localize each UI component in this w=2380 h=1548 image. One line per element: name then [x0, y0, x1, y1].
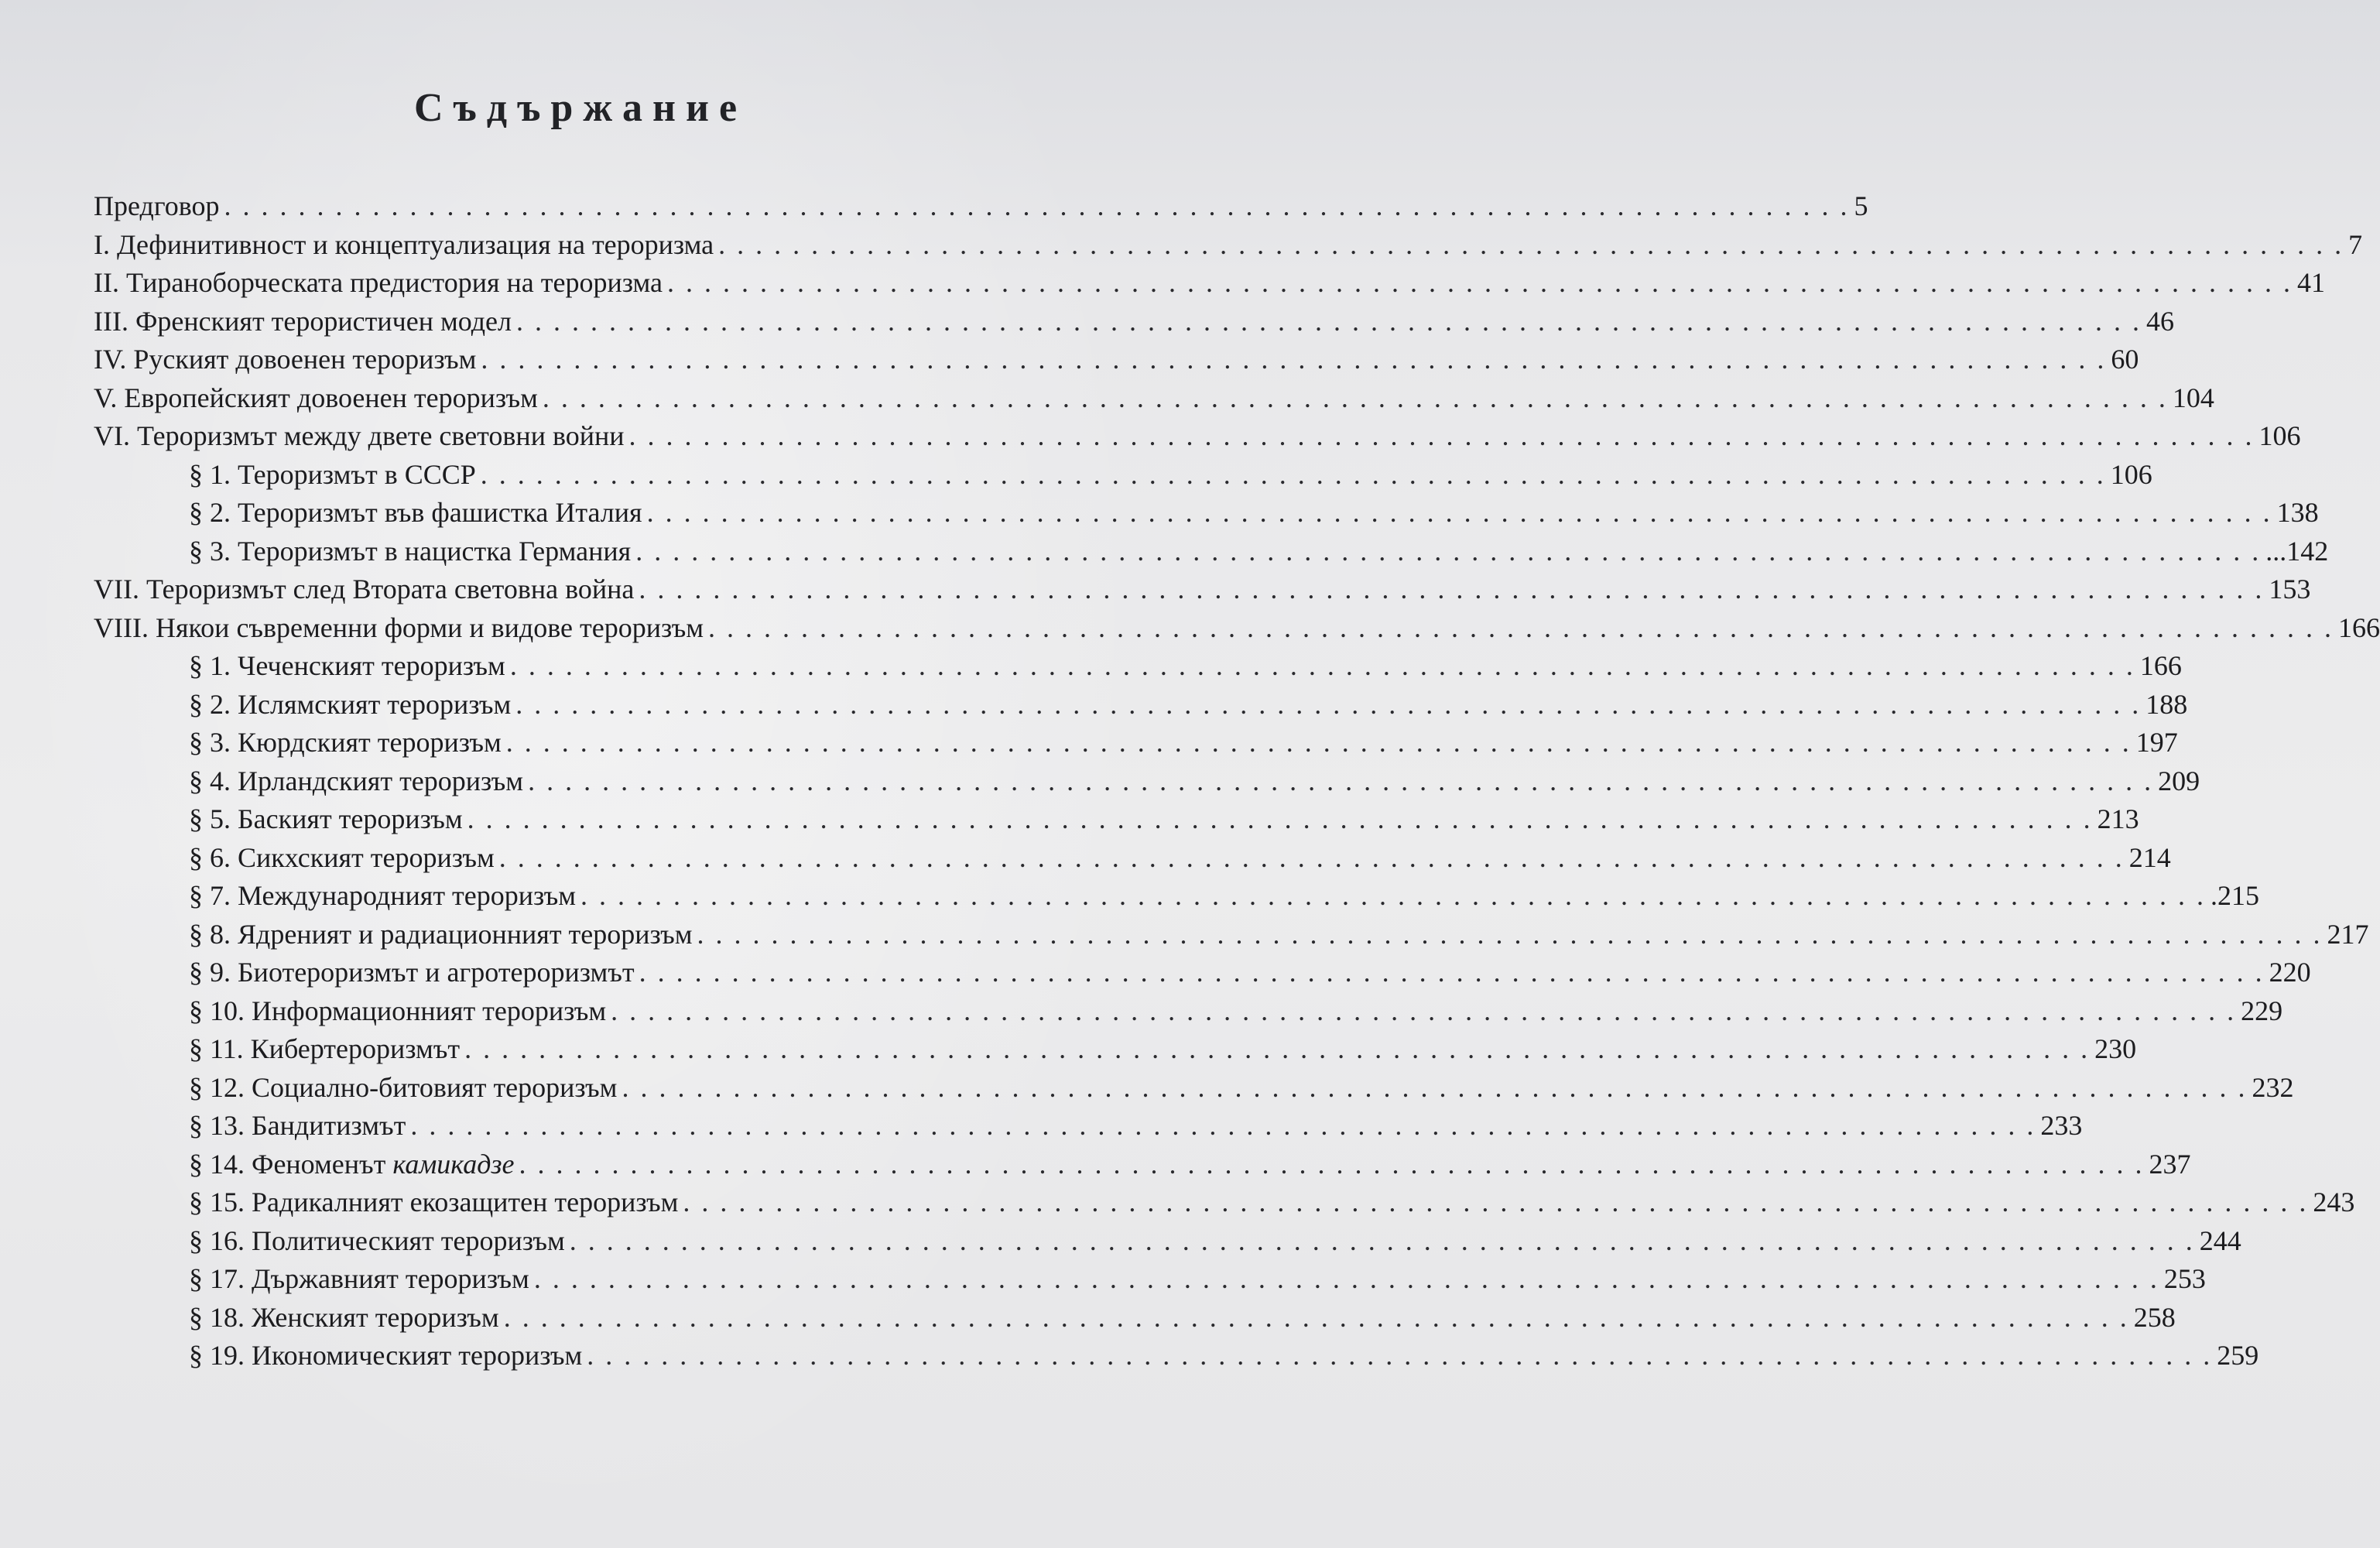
toc-entry-page: 46	[2145, 305, 2174, 337]
toc-entry	[189, 1146, 2191, 1184]
leader-dots: . . . . . . . . . . . . . . . . . . . . . . . . . . . . . . . . . . . . . . . . . . . . . . . . . . . . . . . . . . . . . . . . . . . . . . . . . . . . . . . . . . . . . . . .	[639, 574, 2265, 604]
toc-entry-page: 197	[2135, 727, 2178, 758]
toc-entry-page: 233	[2040, 1110, 2083, 1141]
toc-entry-label: § 3. Тероризмът в нацистка Германия	[189, 535, 632, 567]
toc-entry-label: § 1. Тероризмът в СССР	[189, 458, 476, 490]
leader-dots: . . . . . . . . . . . . . . . . . . . . . . . . . . . . . . . . . . . . . . . . . . . . . . . . . . . . . . . . . . . . . . . . . . . . . . . . . . . . . . . . . . . . . . . .	[519, 1148, 2145, 1180]
toc-entry	[94, 264, 2325, 303]
toc-entry-label-text: § 14. Феноменът	[189, 1148, 386, 1180]
toc-entry	[94, 187, 1868, 226]
toc-entry	[189, 533, 2329, 571]
toc-entry-page: 244	[2199, 1224, 2241, 1256]
toc-entry-label: I. Дефинитивност и концептуализация на тероризма	[94, 228, 714, 260]
toc-entry-page: 213	[2097, 803, 2139, 834]
leader-dots: . . . . . . . . . . . . . . . . . . . . . . . . . . . . . . . . . . . . . . . . . . . . . . . . . . . . . . . . . . . . . . . . . . . . . . . . . . . . . . . . . . . . . . . .	[587, 1340, 2213, 1371]
toc-entry-page: 214	[2128, 841, 2171, 873]
toc-entry	[94, 570, 2311, 609]
toc-entry-label: VIII. Някои съвременни форми и видове тероризъм	[94, 611, 704, 643]
toc-entry-label: § 15. Радикалният екозащитен тероризъм	[189, 1187, 679, 1218]
toc-entry	[189, 877, 2260, 916]
toc-entry-label: § 9. Биотероризмът и агротероризмът	[189, 957, 635, 988]
toc-entry	[94, 417, 2301, 456]
toc-entry-page: ...142	[2265, 535, 2329, 567]
toc-entry	[189, 1183, 2355, 1222]
toc-entry-page: 104	[2172, 382, 2214, 413]
toc-entry-label: § 10. Информационният тероризъм	[189, 995, 607, 1026]
leader-dots: . . . . . . . . . . . . . . . . . . . . . . . . . . . . . . . . . . . . . . . . . . . . . . . . . . . . . . . . . . . . . . . . . . . . . . . . . . . . . . . . . . . . . . . .	[481, 344, 2107, 375]
leader-dots: . . . . . . . . . . . . . . . . . . . . . . . . . . . . . . . . . . . . . . . . . . . . . . . . . . . . . . . . . . . . . . . . . . . . . . . . . . . . . . . . . . . . . . . .	[505, 727, 2132, 758]
toc-entry	[94, 379, 2214, 418]
toc-entry	[189, 954, 2311, 992]
toc-entry-label: Предговор	[94, 190, 220, 221]
toc-entry-page: 243	[2313, 1187, 2355, 1218]
toc-entry-label: VI. Тероризмът между двете световни войни	[94, 420, 625, 451]
leader-dots: . . . . . . . . . . . . . . . . . . . . . . . . . . . . . . . . . . . . . . . . . . . . . . . . . . . . . . . . . . . . . . . . . . . . . . . . . . . . . . . . . . . . . . . .	[635, 535, 2262, 567]
leader-dots: . . . . . . . . . . . . . . . . . . . . . . . . . . . . . . . . . . . . . . . . . . . . . . . . . . . . . . . . . . . . . . . . . . . . . . . . . . . . . . . . . . . . . . . .	[224, 190, 1850, 221]
toc-entry-label: § 11. Кибертероризмът	[189, 1033, 461, 1064]
toc-entry-label: III. Френският терористичен модел	[94, 305, 512, 337]
leader-dots: . . . . . . . . . . . . . . . . . . . . . . . . . . . . . . . . . . . . . . . . . . . . . . . . . . . . . . . . . . . . . . . . . . . . . . . . . . . . . . . . . . . . . . . .	[467, 803, 2093, 834]
toc-entry-page: 166	[2338, 611, 2380, 643]
toc-entry	[189, 494, 2319, 533]
toc-entry-label: § 3. Кюрдският тероризъм	[189, 727, 502, 758]
toc-entry-page: 60	[2111, 344, 2139, 375]
leader-dots: . . . . . . . . . . . . . . . . . . . . . . . . . . . . . . . . . . . . . . . . . . . . . . . . . . . . . . . . . . . . . . . . . . . . . . . . . . . . . . . . . . . . . . . .	[683, 1187, 2309, 1218]
leader-dots: . . . . . . . . . . . . . . . . . . . . . . . . . . . . . . . . . . . . . . . . . . . . . . . . . . . . . . . . . . . . . . . . . . . . . . . . . . . . . . . . . . . . . . . .	[533, 1263, 2159, 1294]
toc-entry-label: § 19. Икономическият тероризъм	[189, 1340, 583, 1371]
toc-entry-page: 229	[2241, 995, 2283, 1026]
toc-entry	[94, 609, 2380, 648]
toc-entry-label: § 2. Тероризмът във фашистка Италия	[189, 497, 642, 528]
toc-entry-label: § 18. Женският тероризъм	[189, 1301, 499, 1333]
toc-entry-page: 153	[2269, 574, 2311, 604]
toc-entry	[189, 1222, 2241, 1261]
leader-dots: . . . . . . . . . . . . . . . . . . . . . . . . . . . . . . . . . . . . . . . . . . . . . . . . . . . . . . . . . . . . . . . . . . . . . . . . . . . . . . . . . . . . . . . .	[503, 1301, 2129, 1333]
toc-entry-page: 259	[2217, 1340, 2259, 1371]
toc-entry-page: 209	[2158, 765, 2200, 796]
toc-entry	[189, 456, 2152, 495]
toc-entry-page: 258	[2133, 1301, 2176, 1333]
toc-entry-label	[189, 1146, 519, 1184]
toc-entry-page: 106	[2258, 420, 2301, 451]
toc-entry-page: 253	[2163, 1263, 2206, 1294]
toc-entry	[189, 916, 2369, 954]
toc-entry	[189, 762, 2200, 801]
leader-dots: . . . . . . . . . . . . . . . . . . . . . . . . . . . . . . . . . . . . . . . . . . . . . . . . . . . . . . . . . . . . . . . . . . . . . . . . . . . . . . . . . . . . . . . .	[611, 995, 2237, 1026]
toc-entry-page: 230	[2094, 1033, 2137, 1064]
toc-entry	[94, 226, 2363, 265]
leader-dots: . . . . . . . . . . . . . . . . . . . . . . . . . . . . . . . . . . . . . . . . . . . . . . . . . . . . . . . . . . . . . . . . . . . . . . . . . . . . . . . . . . . . . . . .	[569, 1224, 2195, 1256]
toc-entry	[189, 724, 2178, 762]
toc-entry-page: 166	[2139, 650, 2182, 681]
toc-entry	[189, 1260, 2206, 1299]
toc-entry-label: § 2. Ислямският тероризъм	[189, 688, 512, 720]
toc-entry	[189, 1107, 2083, 1146]
toc-entry-label: VII. Тероризмът след Втората световна война	[94, 574, 635, 604]
toc-entry-label: II. Тираноборческата предистория на тероризма	[94, 267, 663, 298]
toc-entry	[189, 1299, 2176, 1337]
leader-dots: . . . . . . . . . . . . . . . . . . . . . . . . . . . . . . . . . . . . . . . . . . . . . . . . . . . . . . . . . . . . . . . . . . . . . . . . . . . . . . . . . . . . . . . .	[697, 918, 2323, 950]
toc-entry-label-italic: камикадзе	[392, 1148, 515, 1180]
toc-entry	[189, 1337, 2259, 1375]
leader-dots: . . . . . . . . . . . . . . . . . . . . . . . . . . . . . . . . . . . . . . . . . . . . . . . . . . . . . . . . . . . . . . . . . . . . . . . . . . . . . . . . . . . . . . . .	[639, 957, 2265, 988]
leader-dots: . . . . . . . . . . . . . . . . . . . . . . . . . . . . . . . . . . . . . . . . . . . . . . . . . . . . . . . . . . . . . . . . . . . . . . . . . . . . . . . . . . . . . . . .	[515, 305, 2142, 337]
leader-dots: . . . . . . . . . . . . . . . . . . . . . . . . . . . . . . . . . . . . . . . . . . . . . . . . . . . . . . . . . . . . . . . . . . . . . . . . . . . . . . . . . . . . . . . .	[498, 841, 2125, 873]
leader-dots: . . . . . . . . . . . . . . . . . . . . . . . . . . . . . . . . . . . . . . . . . . . . . . . . . . . . . . . . . . . . . . . . . . . . . . . . . . . . . . . . . . . . . . . .	[628, 420, 2255, 451]
toc-entry-label: § 17. Държавният тероризъм	[189, 1263, 529, 1294]
toc-entry-page: 138	[2276, 497, 2319, 528]
toc-entry-page: 5	[1854, 190, 1868, 221]
toc-entry-page: 232	[2252, 1071, 2294, 1103]
toc-entry-label: § 1. Чеченският тероризъм	[189, 650, 505, 681]
toc-entry-label: § 7. Международният тероризъм	[189, 880, 577, 911]
page-title: Съдържание	[413, 86, 748, 130]
toc-entry-label: § 8. Ядреният и радиационният тероризъм	[189, 918, 693, 950]
toc-entry-label: § 13. Бандитизмът	[189, 1110, 406, 1141]
toc-entry-label: § 5. Баският тероризъм	[189, 803, 463, 834]
toc-entry	[94, 303, 2174, 341]
leader-dots: . . . . . . . . . . . . . . . . . . . . . . . . . . . . . . . . . . . . . . . . . . . . . . . . . . . . . . . . . . . . . . . . . . . . . . . . . . . . . . . . . . . . . . . .	[480, 458, 2106, 490]
toc-entry	[189, 647, 2182, 686]
leader-dots: . . . . . . . . . . . . . . . . . . . . . . . . . . . . . . . . . . . . . . . . . . . . . . . . . . . . . . . . . . . . . . . . . . . . . . . . . . . . . . . . . . . . . . . .	[666, 267, 2293, 298]
leader-dots: . . . . . . . . . . . . . . . . . . . . . . . . . . . . . . . . . . . . . . . . . . . . . . . . . . . . . . . . . . . . . . . . . . . . . . . . . . . . . . . . . . . . . . . .	[542, 382, 2168, 413]
leader-dots: . . . . . . . . . . . . . . . . . . . . . . . . . . . . . . . . . . . . . . . . . . . . . . . . . . . . . . . . . . . . . . . . . . . . . . . . . . . . . . . . . . . . . . . .	[718, 228, 2344, 260]
toc-entry-label: § 6. Сикхският тероризъм	[189, 841, 495, 873]
toc-entry-page: 106	[2110, 458, 2152, 490]
leader-dots: . . . . . . . . . . . . . . . . . . . . . . . . . . . . . . . . . . . . . . . . . . . . . . . . . . . . . . . . . . . . . . . . . . . . . . . . . . . . . . . . . . . . . . . .	[622, 1071, 2248, 1103]
toc-entry-page: 237	[2149, 1148, 2191, 1180]
toc-entry-page: 220	[2269, 957, 2311, 988]
toc-entry	[189, 992, 2283, 1031]
leader-dots: . . . . . . . . . . . . . . . . . . . . . . . . . . . . . . . . . . . . . . . . . . . . . . . . . . . . . . . . . . . . . . . . . . . . . . . . . . . . . . . . . . . . . . . .	[515, 688, 2142, 720]
toc-entry-page: 41	[2296, 267, 2325, 298]
toc-entry-label: § 16. Политическият тероризъм	[189, 1224, 565, 1256]
toc-entry	[189, 800, 2139, 839]
toc-entry-page: .215	[2210, 880, 2260, 911]
leader-dots: . . . . . . . . . . . . . . . . . . . . . . . . . . . . . . . . . . . . . . . . . . . . . . . . . . . . . . . . . . . . . . . . . . . . . . . . . . . . . . . . . . . . . . . .	[528, 765, 2154, 796]
toc-entry-label: § 4. Ирландският тероризъм	[189, 765, 524, 796]
toc-entry-label: IV. Руският довоенен тероризъм	[94, 344, 477, 375]
toc-entry	[189, 1030, 2137, 1069]
leader-dots: . . . . . . . . . . . . . . . . . . . . . . . . . . . . . . . . . . . . . . . . . . . . . . . . . . . . . . . . . . . . . . . . . . . . . . . . . . . . . . . . . . . . . . . .	[646, 497, 2272, 528]
leader-dots: . . . . . . . . . . . . . . . . . . . . . . . . . . . . . . . . . . . . . . . . . . . . . . . . . . . . . . . . . . . . . . . . . . . . . . . . . . . . . . . . . . . . . . . .	[464, 1033, 2091, 1064]
toc-entry	[189, 686, 2188, 724]
toc-entry-page: 7	[2348, 228, 2363, 260]
toc-entry-page: 188	[2145, 688, 2188, 720]
toc-entry-page: 217	[2327, 918, 2369, 950]
toc-entry-label: V. Европейският довоенен тероризъм	[94, 382, 538, 413]
leader-dots: . . . . . . . . . . . . . . . . . . . . . . . . . . . . . . . . . . . . . . . . . . . . . . . . . . . . . . . . . . . . . . . . . . . . . . . . . . . . . . . . . . . . . . . .	[708, 611, 2334, 643]
leader-dots: . . . . . . . . . . . . . . . . . . . . . . . . . . . . . . . . . . . . . . . . . . . . . . . . . . . . . . . . . . . . . . . . . . . . . . . . . . . . . . . . . . . . . . . .	[580, 880, 2207, 911]
toc-entry	[189, 839, 2171, 878]
leader-dots: . . . . . . . . . . . . . . . . . . . . . . . . . . . . . . . . . . . . . . . . . . . . . . . . . . . . . . . . . . . . . . . . . . . . . . . . . . . . . . . . . . . . . . . .	[509, 650, 2135, 681]
toc-entry	[94, 341, 2139, 379]
leader-dots: . . . . . . . . . . . . . . . . . . . . . . . . . . . . . . . . . . . . . . . . . . . . . . . . . . . . . . . . . . . . . . . . . . . . . . . . . . . . . . . . . . . . . . . .	[410, 1110, 2036, 1141]
toc-entry-label: § 12. Социално-битовият тероризъм	[189, 1071, 618, 1103]
toc-entry	[189, 1069, 2294, 1108]
